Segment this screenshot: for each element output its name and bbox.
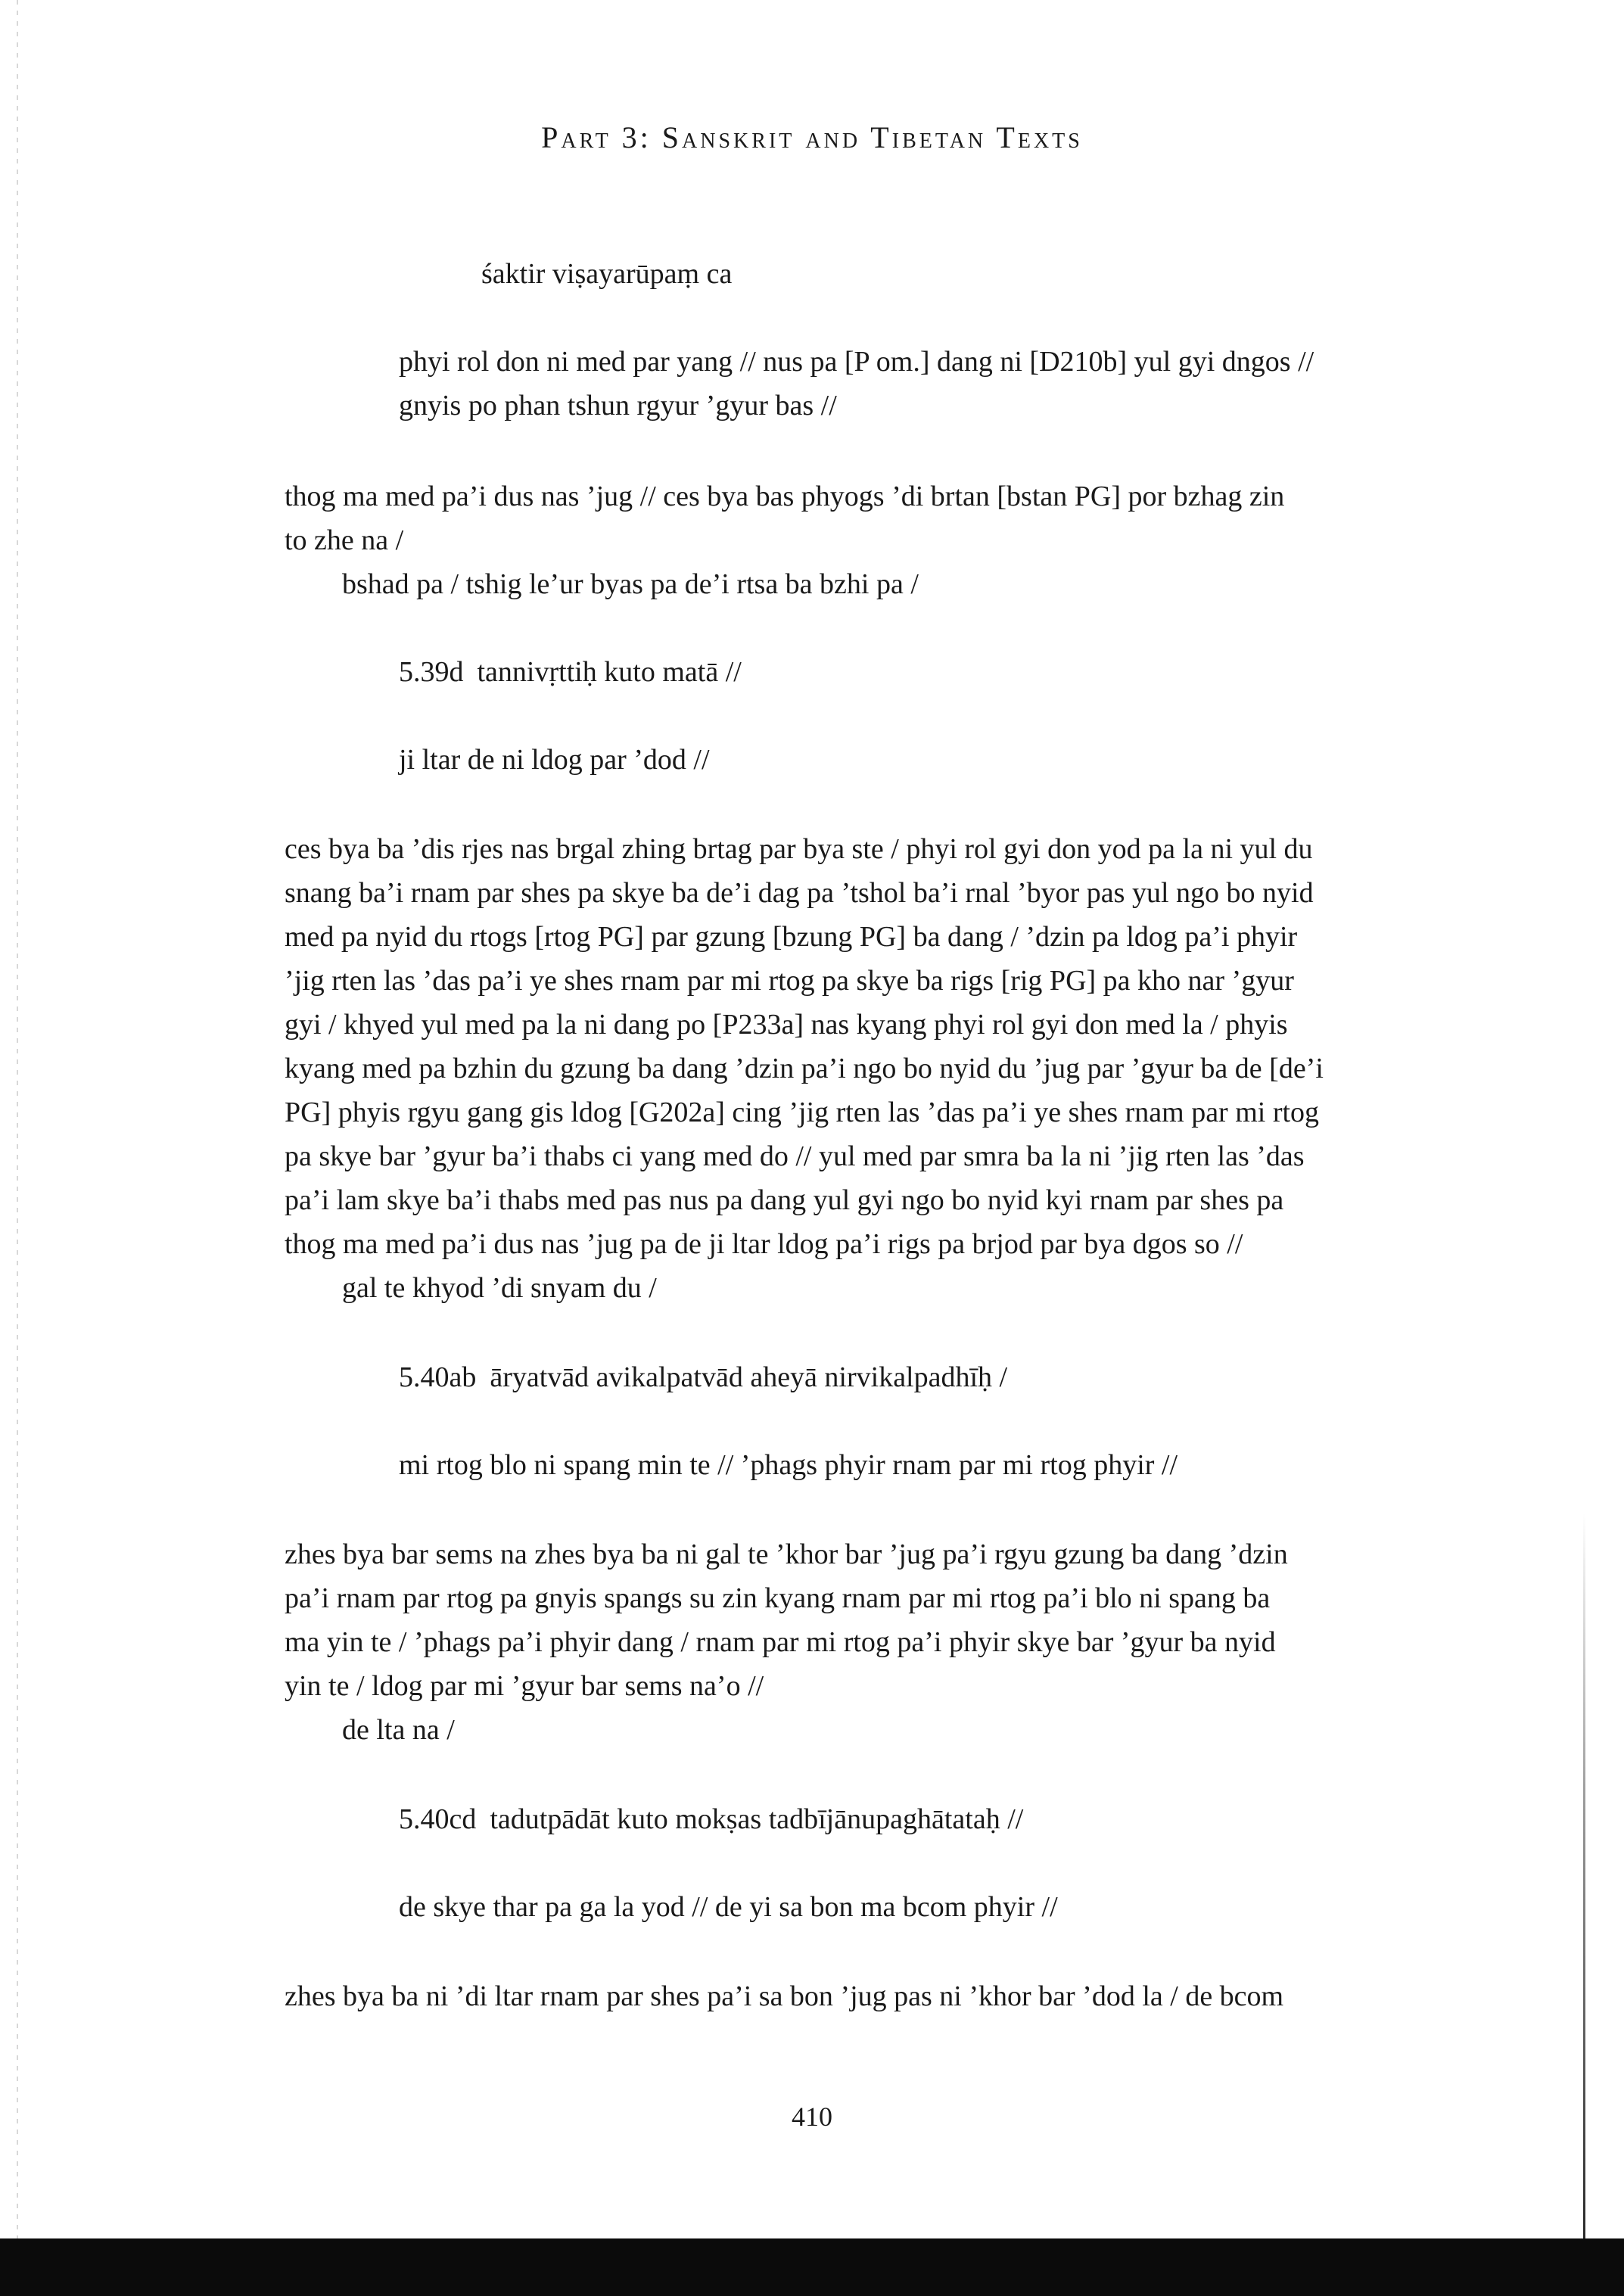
prose-line: ’jig rten las ’das pa’i ye shes rnam par mi rtog pa skye ba rigs [rig PG] pa kho nar ’gyur [285,965,1294,997]
verse-line: phyi rol don ni med par yang // nus pa [P om.] dang ni [D210b] yul gyi dngos // [399,346,1314,378]
sanskrit-fragment: śaktir viṣayarūpaṃ ca [481,258,733,290]
prose-line: thog ma med pa’i dus nas ’jug pa de ji ltar ldog pa’i rigs pa brjod par bya dgos so // [285,1228,1243,1260]
scan-edge-left [17,0,18,2238]
prose-line: med pa nyid du rtogs [rtog PG] par gzung [bzung PG] ba dang / ’dzin pa ldog pa’i phyir [285,921,1298,953]
verse-tibetan: ji ltar de ni ldog par ’dod // [399,744,710,776]
scan-bottom-border [0,2238,1624,2296]
prose-line: yin te / ldog par mi ’gyur bar sems na’o // [285,1670,764,1702]
prose-line: PG] phyis rgyu gang gis ldog [G202a] cing ’jig rten las ’das pa’i ye shes rnam par mi rtog [285,1097,1320,1128]
verse-number: 5.39d [399,656,464,688]
verse-line: gnyis po phan tshun rgyur ’gyur bas // [399,390,837,422]
prose-line: pa’i rnam par rtog pa gnyis spangs su zin kyang rnam par mi rtog pa’i blo ni spang ba [285,1582,1271,1614]
prose-line: pa skye bar ’gyur ba’i thabs ci yang med do // yul med par smra ba la ni ’jig rten las ’das [285,1140,1305,1172]
prose-line: thog ma med pa’i dus nas ’jug // ces bya bas phyogs ’di brtan [bstan PG] por bzhag zin [285,481,1285,512]
prose-line: pa’i lam skye ba’i thabs med pas nus pa dang yul gyi ngo bo nyid kyi rnam par shes pa [285,1184,1284,1216]
prose-line: zhes bya ba ni ’di ltar rnam par shes pa’i sa bon ’jug pas ni ’khor bar ’dod la / de bcom [285,1980,1284,2012]
verse-tibetan: mi rtog blo ni spang min te // ’phags phyir rnam par mi rtog phyir // [399,1449,1178,1481]
prose-line: ces bya ba ’dis rjes nas brgal zhing brtag par bya ste / phyi rol gyi don yod pa la ni yul du [285,833,1313,865]
prose-line: kyang med pa bzhin du gzung ba dang ’dzin pa’i ngo bo nyid du ’jug par ’gyur ba de [de’i [285,1053,1324,1084]
prose-line: zhes bya bar sems na zhes bya ba ni gal te ’khor bar ’jug pa’i rgyu gzung ba dang ’dzin [285,1538,1288,1570]
verse-text: tannivṛttiḥ kuto matā // [477,656,742,688]
verse-text: āryatvād avikalpatvād aheyā nirvikalpadhīḥ / [490,1361,1008,1393]
page-number: 410 [792,2102,832,2132]
verse-sanskrit-5-39d [399,655,742,689]
verse-number: 5.40ab [399,1361,477,1393]
verse-sanskrit-5-40ab [399,1361,1007,1394]
prose-line: snang ba’i rnam par shes pa skye ba de’i dag pa ’tshol ba’i rnal ’byor pas yul ngo bo nyid [285,877,1314,909]
prose-line-indented: de lta na / [342,1714,455,1746]
prose-line-indented: gal te khyod ’di snyam du / [342,1272,657,1304]
verse-text: tadutpādāt kuto mokṣas tadbījānupaghātataḥ // [490,1803,1024,1835]
prose-line-indented: bshad pa / tshig le’ur byas pa de’i rtsa ba bzhi pa / [342,568,919,600]
prose-line: to zhe na / [285,524,404,556]
verse-tibetan: de skye thar pa ga la yod // de yi sa bon ma bcom phyir // [399,1891,1058,1923]
prose-line: ma yin te / ’phags pa’i phyir dang / rnam par mi rtog pa’i phyir skye bar ’gyur ba nyid [285,1626,1276,1658]
verse-sanskrit-5-40cd [399,1803,1023,1836]
prose-line: gyi / khyed yul med pa la ni dang po [P233a] nas kyang phyi rol gyi don med la / phyis [285,1009,1288,1041]
running-head: Part 3: Sanskrit and Tibetan Texts [541,120,1083,154]
verse-number: 5.40cd [399,1803,477,1835]
